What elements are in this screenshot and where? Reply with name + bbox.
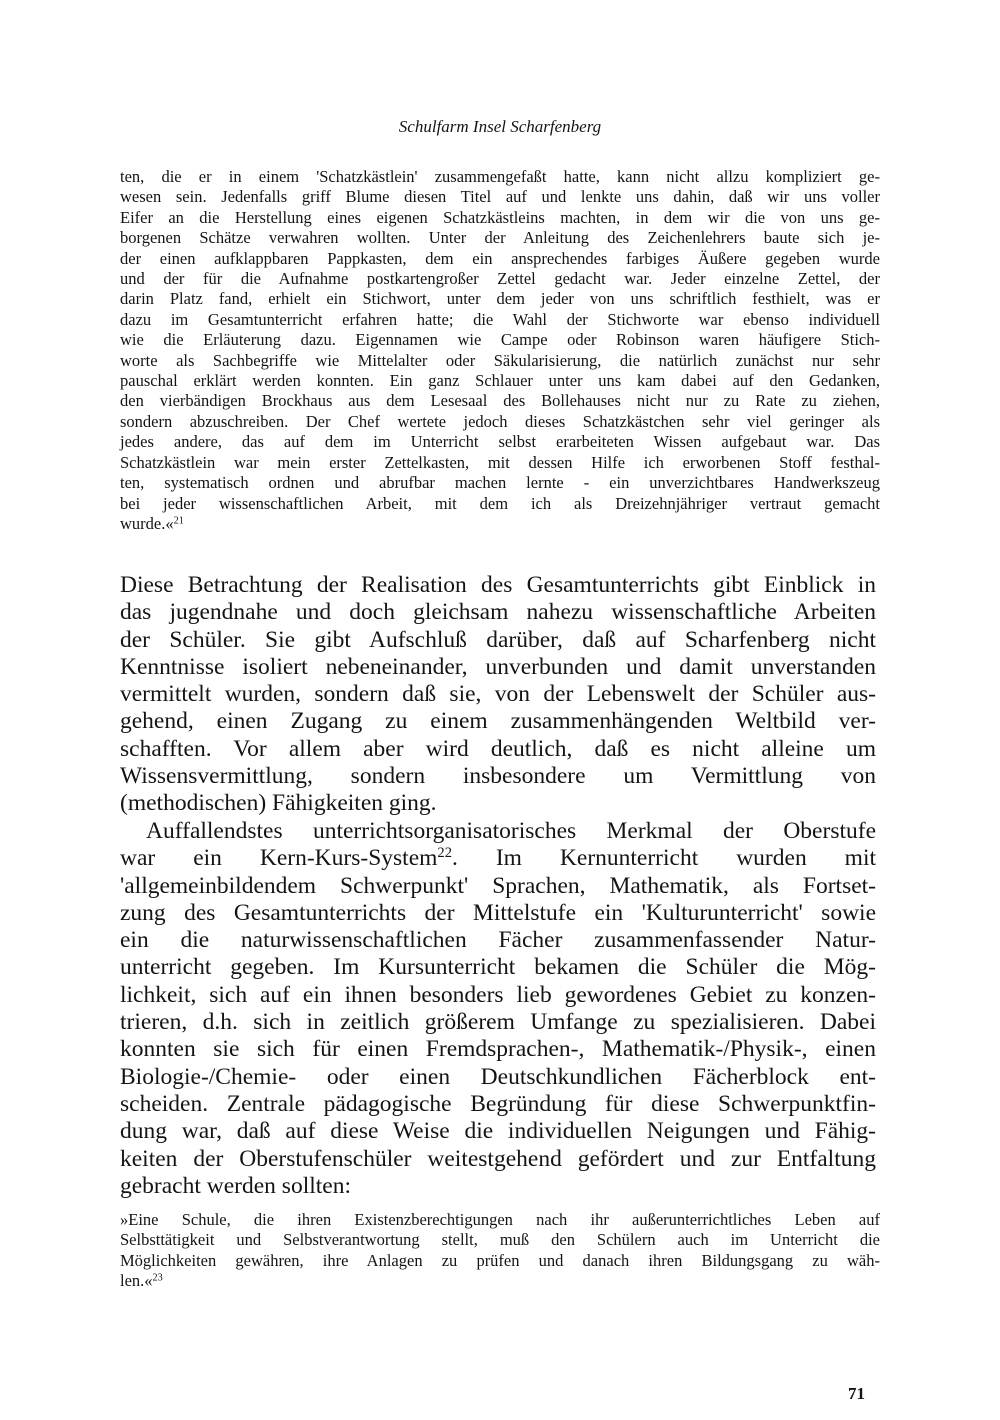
para2-line: ein die naturwissenschaftlichen Fächer zusammenfassender Natur- [120,927,876,954]
footnote-ref-22: 22 [437,845,452,862]
running-header: Schulfarm Insel Scharfenberg [398,117,602,136]
quote1-line: darin Platz fand, erhielt ein Stichwort, unter dem jeder von uns schriftlich festhielt, was er [120,289,880,309]
quote2-line: Möglichkeiten gewähren, ihre Anlagen zu prüfen und danach ihren Bildungsgang zu wäh- [120,1250,880,1270]
para2-line: keiten der Oberstufenschüler weitestgehend gefördert und zur Entfaltung [120,1145,876,1172]
para2-second-line [120,845,876,872]
quote1-line: den vierbändigen Brockhaus aus dem Lesesaal des Bollehauses nicht nur zu Rate zu ziehen, [120,391,880,411]
quote1-line: pauschal erklärt werden konnten. Ein ganz Schlauer unter uns kam dabei auf den Gedanken, [120,371,880,391]
quote1-last-line [120,514,880,534]
footnote-ref-23: 23 [152,1272,163,1284]
quote1-line: jedes andere, das auf dem im Unterricht selbst erarbeiteten Wissen aufgebaut war. Das [120,432,880,452]
quote1-line: Eifer an die Herstellung eines eigenen Schatzkästleins machten, in dem wir die von uns ge- [120,207,880,227]
para2-first-line: Auffallendstes unterrichtsorganisatorisches Merkmal der Oberstufe [146,818,876,844]
para2-line: 'allgemeinbildendem Schwerpunkt' Sprachen, Mathematik, als Fortset- [120,872,876,899]
quote1-line: wie die Erläuterung dazu. Eigennamen wie Campe oder Robinson waren häufigere Stich- [120,330,880,350]
para2-line: unterricht gegeben. Im Kursunterricht bekamen die Schüler die Mög- [120,954,876,981]
para2-line: konnten sie sich für einen Fremdsprachen-, Mathematik-/Physik-, einen [120,1036,876,1063]
para1-line: Wissensvermittlung, sondern insbesondere um Vermittlung von [120,763,876,790]
quote1-line: und der für die Aufnahme postkartengroßer Zettel gedacht war. Jeder einzelne Zettel, der [120,269,880,289]
para2-line: trieren, d.h. sich in zeitlich größerem Umfange zu spezialisieren. Dabei [120,1009,876,1036]
quote1-line: bei jeder wissenschaftlichen Arbeit, mit dem ich als Dreizehnjähriger vertraut gemacht [120,493,880,513]
paragraph-2 [120,818,876,1200]
quote1-last-text: wurde.« [120,513,174,533]
quote1-line: sondern abzuschreiben. Der Chef wertete jedoch dieses Schatzkästchen sehr viel geringer als [120,411,880,431]
para2-line: zung des Gesamtunterrichts der Mittelstufe ein 'Kulturunterricht' sowie [120,899,876,926]
para1-line: Diese Betrachtung der Realisation des Gesamtunterrichts gibt Einblick in [120,572,876,598]
para2-second-line-start: war ein Kern-Kurs-System [120,845,438,872]
quote2-line: »Eine Schule, die ihren Existenzberechtigungen nach ihr außerunterrichtliches Leben auf [120,1210,880,1229]
para1-last-line: (methodischen) Fähigkeiten ging. [120,790,437,817]
block-quote-2 [120,1210,880,1292]
quote1-line: wesen sein. Jedenfalls griff Blume diesen Titel auf und lenkte uns dahin, daß wir uns voller [120,187,880,207]
para1-line: gehend, einen Zugang zu einem zusammenhängenden Weltbild ver- [120,708,876,735]
quote2-last-line [120,1271,880,1291]
quote1-line: borgenen Schätze verwahren wollten. Unter der Anleitung des Zeichenlehrers baute sich je- [120,228,880,248]
para1-line: vermittelt wurden, sondern daß sie, von der Lebenswelt der Schüler aus- [120,681,876,708]
quote1-line: ten, die er in einem 'Schatzkästlein' zusammengefaßt hatte, kann nicht allzu kompliziert ge- [120,167,880,186]
quote1-line: worte als Sachbegriffe wie Mittelalter oder Säkularisierung, die natürlich zunächst nur sehr [120,350,880,370]
quote2-line: Selbsttätigkeit und Selbstverantwortung stellt, muß den Schülern auch im Unterricht die [120,1230,880,1250]
para2-last-line: gebracht werden sollten: [120,1172,351,1199]
para1-line: das jugendnahe und doch gleichsam nahezu wissenschaftliche Arbeiten [120,599,876,626]
para1-line: schafften. Vor allem aber wird deutlich, daß es nicht alleine um [120,735,876,762]
quote2-last-text: len.« [120,1271,153,1291]
para2-line: dung war, daß auf diese Weise die individuellen Neigungen und Fähig- [120,1118,876,1145]
page-number: 71 [848,1384,865,1403]
para2-line: scheiden. Zentrale pädagogische Begründung für diese Schwerpunktfin- [120,1090,876,1117]
quote1-line: der einen aufklappbaren Pappkasten, dem ein ansprechendes farbiges Äußere gegeben wurde [120,248,880,268]
para2-line: lichkeit, sich auf ein ihnen besonders lieb gewordenes Gebiet zu konzen- [120,981,876,1008]
footnote-ref-21: 21 [173,515,184,527]
para1-line: Kenntnisse isoliert nebeneinander, unverbunden und damit unverstanden [120,653,876,680]
para2-line: Biologie-/Chemie- oder einen Deutschkundlichen Fächerblock ent- [120,1063,876,1090]
paragraph-1 [120,572,876,818]
para1-line: der Schüler. Sie gibt Aufschluß darüber, daß auf Scharfenberg nicht [120,626,876,653]
block-quote-1 [120,167,880,534]
para2-second-line-end: . Im Kernunterricht wurden mit [451,845,877,872]
quote1-line: dazu im Gesamtunterricht erfahren hatte; die Wahl der Stichworte war ebenso individuell [120,309,880,329]
quote1-line: Schatzkästlein war mein erster Zettelkasten, mit dessen Hilfe ich erworbenen Stoff festhal- [120,452,880,472]
quote1-line: ten, systematisch ordnen und abrufbar machen lernte - ein unverzichtbares Handwerkszeug [120,473,880,493]
